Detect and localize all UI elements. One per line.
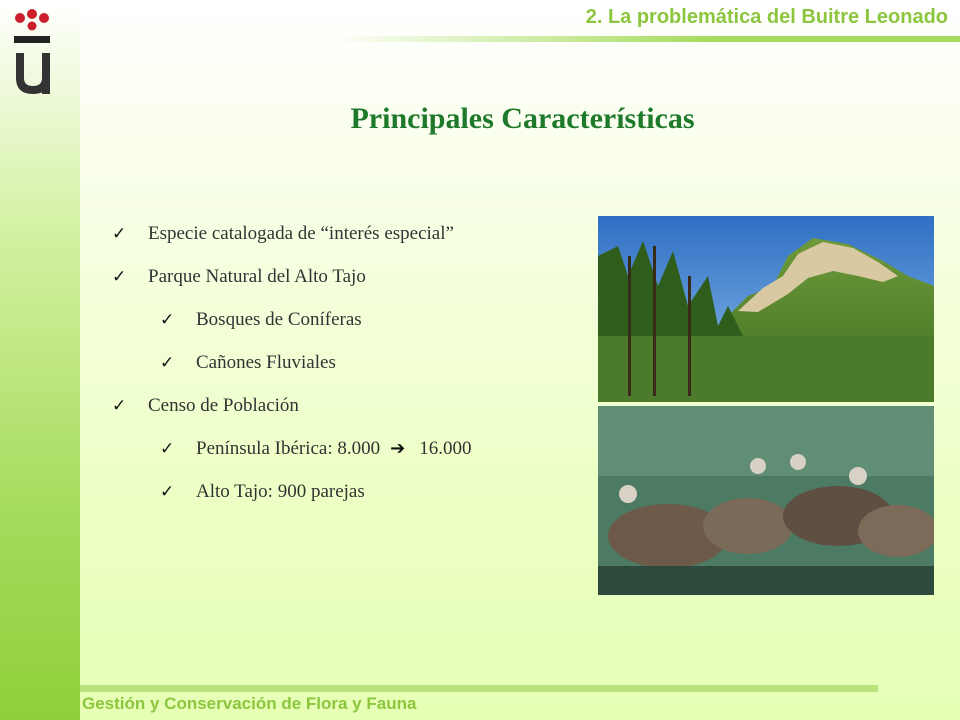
checkmark-icon: ✓ [160,309,175,329]
sub-bullet-item [112,427,472,470]
bullet-text: Parque Natural del Alto Tajo [148,265,366,287]
bullet-item [112,212,472,255]
vultures-photo [598,406,934,595]
bullet-text: 16.000 [419,437,472,459]
header-divider [330,36,960,42]
bullet-item [112,255,472,298]
checkmark-icon: ✓ [160,438,175,458]
section-title: 2. La problemática del Buitre Leonado [585,6,948,28]
checkmark-icon: ✓ [112,223,127,243]
bullet-text: Península Ibérica: 8.000 [196,437,381,459]
bullet-text: Censo de Población [148,394,299,416]
page-title: Principales Características [350,102,695,135]
bullet-text: Bosques de Coníferas [196,308,362,330]
checkmark-icon: ✓ [160,481,175,501]
right-arrow-icon: ➔ [390,438,406,459]
bullet-item [112,384,472,427]
sub-bullet-item [112,298,472,341]
sub-bullet-item [112,341,472,384]
footer-divider [80,685,878,692]
university-logo [12,8,62,98]
checkmark-icon: ✓ [112,395,127,415]
landscape-photo [598,216,934,402]
bullet-text: Alto Tajo: 900 parejas [196,480,365,502]
checkmark-icon: ✓ [112,266,127,286]
sub-bullet-item [112,470,472,513]
bullet-list [112,212,472,513]
checkmark-icon: ✓ [160,352,175,372]
bullet-text: Cañones Fluviales [196,351,336,373]
footer-text: Gestión y Conservación de Flora y Fauna [82,694,417,713]
bullet-text: Especie catalogada de “interés especial” [148,222,454,244]
